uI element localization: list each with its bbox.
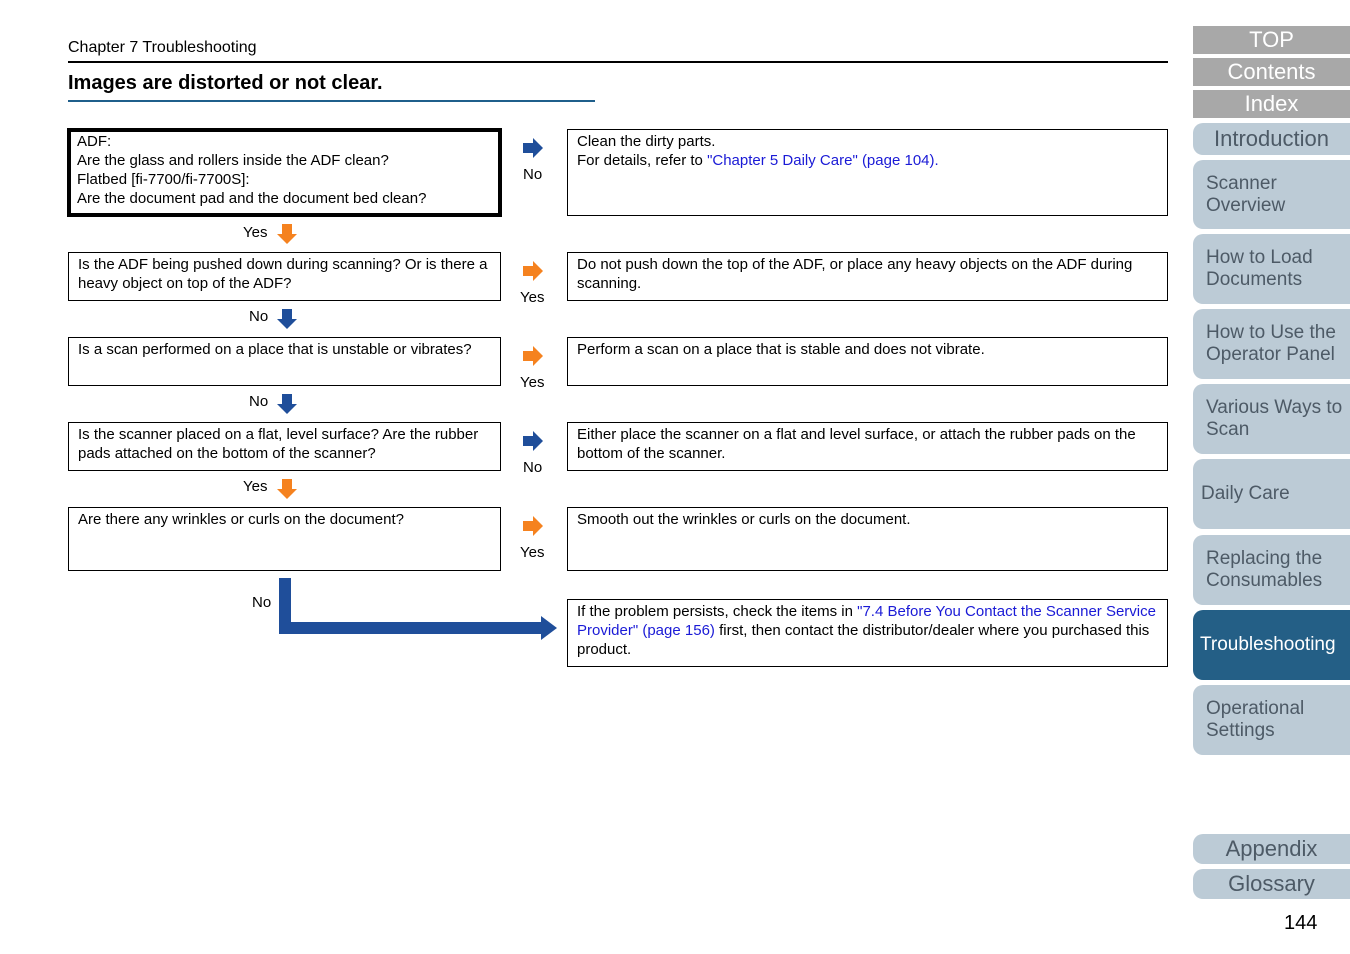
question-1-line-3: Flatbed [fi-7700/fi-7700S]: (77, 171, 250, 188)
nav-index (1193, 90, 1350, 118)
nav-how-to-load[interactable]: How to Load Documents (1206, 247, 1313, 290)
page-number: 144 (1284, 912, 1318, 934)
contact-provider-link[interactable]: "7.4 Before You Contact the Scanner Service Provider" (page 156) (577, 603, 1156, 639)
answer-box-2: Do not push down the top of the ADF, or place any heavy objects on the ADF during scanning. (567, 252, 1168, 301)
answer-box-3: Perform a scan on a place that is stable and does not vibrate. (567, 337, 1168, 386)
nav-introduction[interactable]: Introduction (1193, 123, 1350, 155)
nav-various-ways[interactable]: Various Ways to Scan (1206, 397, 1343, 440)
answer-1-line-2 (577, 151, 1158, 170)
chapter-heading: Chapter 7 Troubleshooting (68, 39, 257, 56)
final-suffix: first, then contact the distributor/dealer where you purchased this product. (577, 622, 1150, 658)
down-label-5: No (252, 594, 272, 611)
arrow-right-blue-icon (522, 430, 544, 452)
nav-top (1193, 26, 1350, 54)
nav-operational-settings[interactable]: Operational Settings (1206, 698, 1305, 741)
nav-scanner-overview[interactable]: Scanner Overview (1206, 172, 1286, 216)
down-label-1: Yes (243, 224, 268, 241)
nav-contents (1193, 58, 1350, 86)
answer-1-line-1: Clean the dirty parts. (577, 133, 716, 150)
answer-1-prefix: For details, refer to (577, 152, 708, 169)
title-rule (68, 100, 595, 102)
down-label-4: Yes (243, 478, 268, 495)
arrow-right-orange-icon (522, 345, 544, 367)
nav-appendix[interactable]: Appendix (1193, 834, 1350, 864)
down-label-3: No (249, 393, 269, 410)
arrow-down-orange-icon (276, 223, 298, 245)
daily-care-link[interactable]: "Chapter 5 Daily Care" (page 104). (707, 152, 939, 169)
nav-top-button[interactable]: TOP (1193, 26, 1350, 54)
nav-operator-panel[interactable]: How to Use the Operator Panel (1206, 322, 1336, 365)
question-1-line-4: Are the document pad and the document bed clean? (77, 190, 427, 207)
side-label-3: Yes (520, 374, 545, 391)
question-1-line-1: ADF: (77, 133, 112, 150)
arrow-down-blue-icon (276, 393, 298, 415)
final-text (577, 602, 1158, 659)
nav-replacing-consumables[interactable]: Replacing the Consumables (1206, 548, 1323, 591)
side-label-4: No (523, 459, 543, 476)
nav-glossary[interactable]: Glossary (1193, 869, 1350, 899)
nav-contents-button[interactable]: Contents (1193, 58, 1350, 86)
answer-box-4: Either place the scanner on a flat and level surface, or attach the rubber pads on the bottom of the scanner. (567, 422, 1168, 471)
arrow-right-orange-icon (522, 260, 544, 282)
side-label-5: Yes (520, 544, 545, 561)
question-box-3: Is a scan performed on a place that is unstable or vibrates? (68, 337, 501, 386)
question-box-4: Is the scanner placed on a flat, level surface? Are the rubber pads attached on the bottom of the scanner? (68, 422, 501, 471)
page-title: Images are distorted or not clear. (68, 72, 383, 94)
answer-box-1 (567, 129, 1168, 216)
elbow-arrow-blue-icon (277, 578, 559, 642)
nav-troubleshooting[interactable]: Troubleshooting (1193, 610, 1350, 680)
chapter-rule (68, 61, 1168, 63)
arrow-right-orange-icon (522, 515, 544, 537)
arrow-down-orange-icon (276, 478, 298, 500)
side-label-2: Yes (520, 289, 545, 306)
question-1-line-2: Are the glass and rollers inside the ADF clean? (77, 152, 389, 169)
question-box-5: Are there any wrinkles or curls on the document? (68, 507, 501, 571)
nav-daily-care[interactable]: Daily Care (1193, 459, 1350, 529)
arrow-right-blue-icon (522, 137, 544, 159)
side-label-1: No (523, 166, 543, 183)
question-box-2: Is the ADF being pushed down during scanning? Or is there a heavy object on top of the ADF? (68, 252, 501, 301)
arrow-down-blue-icon (276, 308, 298, 330)
nav-index-button[interactable]: Index (1193, 90, 1350, 118)
final-box (567, 599, 1168, 667)
answer-box-5: Smooth out the wrinkles or curls on the document. (567, 507, 1168, 571)
question-box-1 (67, 128, 502, 217)
down-label-2: No (249, 308, 269, 325)
final-prefix: If the problem persists, check the items in (577, 603, 858, 620)
